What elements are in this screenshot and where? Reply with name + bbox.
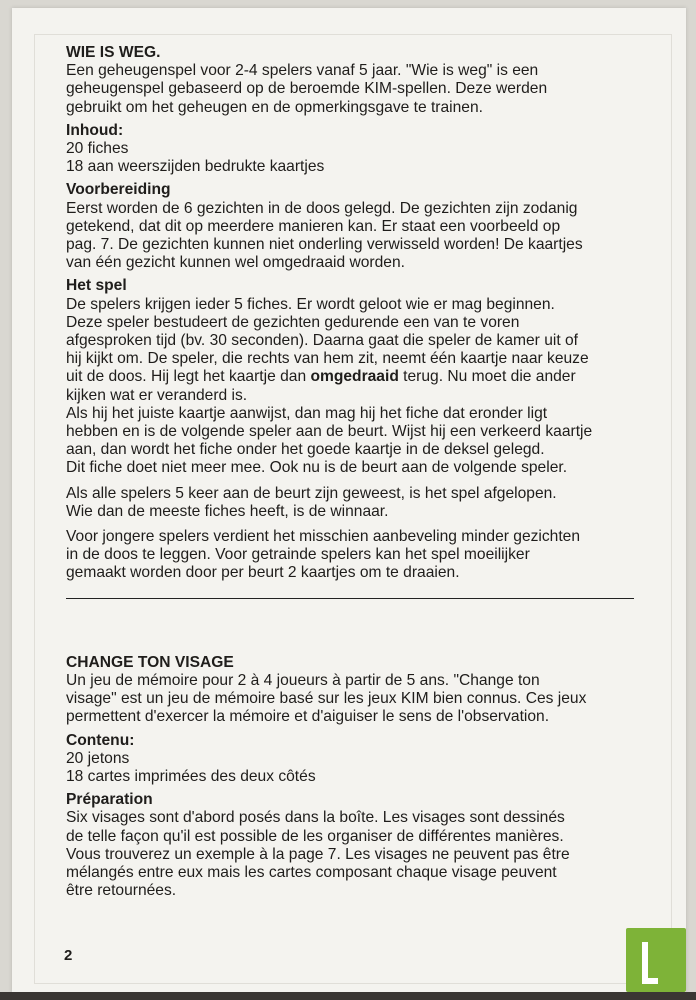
dutch-prep-heading: Voorbereiding — [66, 181, 171, 199]
page-number: 2 — [64, 947, 73, 964]
logo-letter — [640, 936, 672, 984]
dutch-title: WIE IS WEG. — [66, 44, 161, 61]
dutch-intro: Een geheugenspel voor 2-4 spelers vanaf 5 jaar. "Wie is weg" is een geheugenspel gebaseerd op de beroemde KIM-spellen. Deze werden gebruikt om het geheugen en de opmerkingsgave te trainen. — [66, 62, 548, 116]
french-title: CHANGE TON VISAGE — [66, 653, 234, 671]
dutch-play-text: De spelers krijgen ieder 5 fiches. Er wordt geloot wie er mag beginnen. Deze speler bestudeert de gezichten gedurende een van te voren afgesproken tijd (bv. 30 seconden). Daarna gaat die speler de kamer uit of hij kijkt om. De speler, die rechts van hem zit, neemt één kaartje naar keuze uit de doos. Hij legt het kaartje dan omgedraaid terug. Nu moet die ander kijken wat er veranderd is. Als hij het juiste kaartje aanwijst, dan mag hij het fiche dat eronder ligt hebben en is de volgende speler aan de beurt. Wijst hij een verkeerd kaartje aan, dan wordt het fiche onder het goede kaartje in de deksel gelegd. Dit fiche doet niet meer mee. Ook nu is de beurt aan de volgende speler. — [66, 295, 593, 477]
french-intro: Un jeu de mémoire pour 2 à 4 joueurs à partir de 5 ans. "Change ton visage" est un jeu de mémoire basé sur les jeux KIM bien connus. Ces jeux permettent d'exercer la mémoire et d'aiguiser le sens de l'observation. — [66, 671, 587, 726]
dutch-contents-list: 20 fiches 18 aan weerszijden bedrukte kaartjes — [66, 140, 325, 176]
page-content — [66, 44, 626, 900]
french-prep-text: Six visages sont d'abord posés dans la boîte. Les visages sont dessinés de telle façon qu'il est possible de les organiser de différentes manières. Vous trouverez un exemple à la page 7. Les visages ne peuvent pas être mélangés entre eux mais les cartes composant chaque visage peuvent être retournées. — [66, 809, 570, 900]
watermark-logo — [626, 928, 686, 992]
dutch-play-heading: Het spel — [66, 277, 127, 295]
section-divider — [66, 598, 634, 599]
scan-edge — [0, 992, 696, 1000]
french-section — [66, 654, 626, 901]
french-contents-heading: Contenu: — [66, 731, 135, 749]
dutch-contents-heading: Inhoud: — [66, 121, 124, 139]
french-prep-heading: Préparation — [66, 791, 153, 809]
dutch-end-text: Als alle spelers 5 keer aan de beurt zijn geweest, is het spel afgelopen. Wie dan de meeste fiches heeft, is de winnaar. — [66, 484, 557, 520]
emphasis-omgedraaid: omgedraaid — [310, 368, 399, 386]
dutch-tip-text: Voor jongere spelers verdient het misschien aanbeveling minder gezichten in de doos te leggen. Voor getrainde spelers kan het spel moeilijker gemaakt worden door per beurt 2 kaartjes om te draaien. — [66, 528, 581, 582]
dutch-section — [66, 44, 626, 583]
french-contents-list: 20 jetons 18 cartes imprimées des deux côtés — [66, 749, 316, 785]
dutch-prep-text: Eerst worden de 6 gezichten in de doos gelegd. De gezichten zijn zodanig getekend, dat dit op meerdere manieren kan. Er staat een voorbeeld op pag. 7. De gezichten kunnen niet onderling verwisseld worden! De kaartjes van één gezicht kunnen wel omgedraaid worden. — [66, 199, 583, 272]
